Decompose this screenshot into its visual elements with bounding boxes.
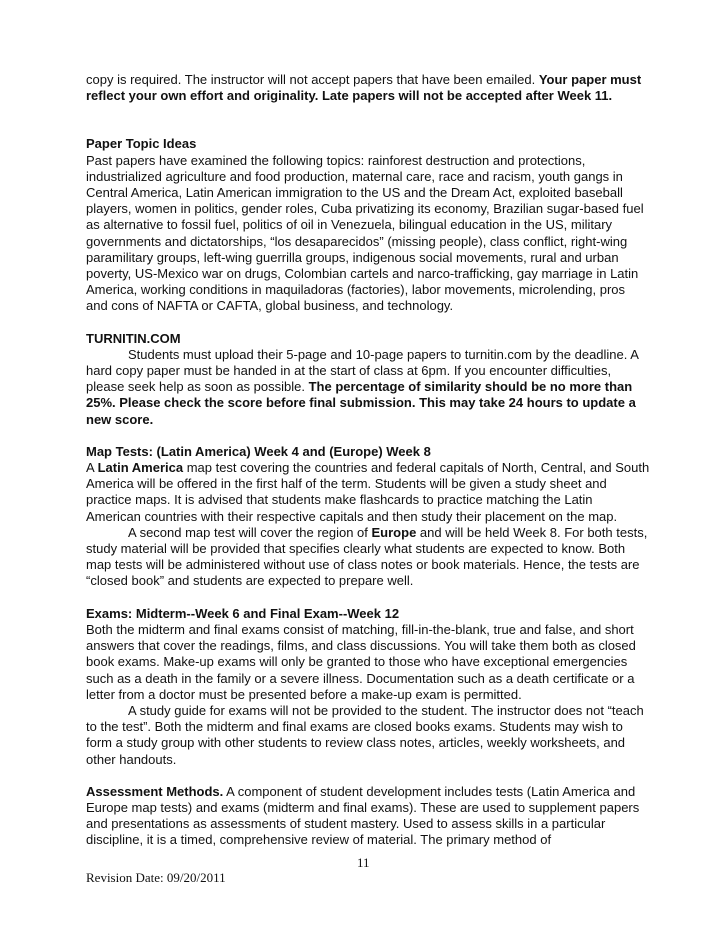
latin-america-bold: Latin America xyxy=(97,460,184,476)
exams-paragraph-1: Both the midterm and final exams consist of matching, fill-in-the-blank, true and false, and short answers that cover the readings, films, and class discussions. You will take them both as closed book exams. Make-up exams will only be granted to those who have exceptional emergencies such as a death in the family or a severe illness. Documentation such as a death certificate or a letter from a doctor must be presented before a make-up exam is permitted. xyxy=(86,621,636,702)
assessment-heading: Assessment Methods. xyxy=(86,783,224,799)
turnitin-bold-text: The percentage of similarity should be no more than 25%. Please check the score before final submission. This may take 24 hours to update a new score. xyxy=(86,379,636,427)
map-tests-p1-lead: A xyxy=(86,460,98,476)
map-tests-paragraph-2 xyxy=(86,525,650,590)
intro-text: copy is required. The instructor will not accept papers that have been emailed. xyxy=(86,72,539,87)
intro-paragraph xyxy=(86,72,650,104)
map-tests-p2-lead: A second map test will cover the region of xyxy=(128,524,372,540)
map-tests-heading: Map Tests: (Latin America) Week 4 and (Europe) Week 8 xyxy=(86,443,431,459)
map-tests-paragraph-1 xyxy=(86,460,650,525)
assessment-paragraph xyxy=(86,784,650,849)
page-number: 11 xyxy=(357,855,370,870)
map-tests-p2-text: and will be held Week 8. For both tests, study material will be provided that specifies clearly what students are expected to know. Both map tests will be administered without use of class notes or book materials. Hence, the tests are “closed book” and students are expected to prepare well. xyxy=(86,524,648,589)
exams-p2-text: A study guide for exams will not be provided to the student. The instructor does not “teach to the test”. Both the midterm and final exams are closed books exams. Students may wish to form a study group with other students to review class notes, articles, weekly worksheets, and other handouts. xyxy=(86,702,644,767)
document-page xyxy=(86,72,650,849)
topics-heading: Paper Topic Ideas xyxy=(86,136,197,152)
topics-body: Past papers have examined the following topics: rainforest destruction and protections, industrialized agriculture and food production, maternal care, race and racism, youth gangs in Central America, Latin American immigration to the US and the Dream Act, exploited baseball players, women in politics, gender roles, Cuba privatizing its economy, Brazilian sugar-based fuel as alternative to fossil fuel, politics of oil in Venezuela, bilingual education in the US, military governments and dictatorships, “los desaparecidos” (missing people), class conflict, right-wing paramilitary groups, left-wing guerrilla groups, indigenous social movements, rural and urban poverty, US-Mexico war on drugs, Colombian cartels and narco-trafficking, gay marriage in Latin America, working conditions in maquiladoras (factories), labor movements, microlending, pros and cons of NAFTA or CAFTA, global business, and technology. xyxy=(86,152,644,314)
map-tests-p1-text: map test covering the countries and federal capitals of North, Central, and South America will be offered in the first half of the term. Students will be given a study sheet and practice maps. It is advised that students make flashcards to practice matching the Latin American countries with their respective capitals and then study their placement on the map. xyxy=(86,460,650,524)
assessment-body: A component of student development includes tests (Latin America and Europe map tests) and exams (midterm and final exams). These are used to supplement papers and presentations as assessments of student mastery. Used to assess skills in a particular discipline, it is a timed, comprehensive review of material. The primary method of xyxy=(86,783,640,848)
turnitin-paragraph xyxy=(86,347,650,428)
europe-bold: Europe xyxy=(371,524,417,540)
revision-date: Revision Date: 09/20/2011 xyxy=(86,870,226,885)
exams-paragraph-2 xyxy=(86,703,650,768)
turnitin-text: Students must upload their 5-page and 10-page papers to turnitin.com by the deadline. A hard copy paper must be handed in at the start of class at 6pm. If you encounter difficulties, please seek help as soon as possible. xyxy=(86,346,639,395)
intro-bold-text: Your paper must reflect your own effort and originality. Late papers will not be accepted after Week 11. xyxy=(86,72,642,104)
exams-heading: Exams: Midterm--Week 6 and Final Exam--Week 12 xyxy=(86,605,400,621)
turnitin-heading: TURNITIN.COM xyxy=(86,330,181,346)
